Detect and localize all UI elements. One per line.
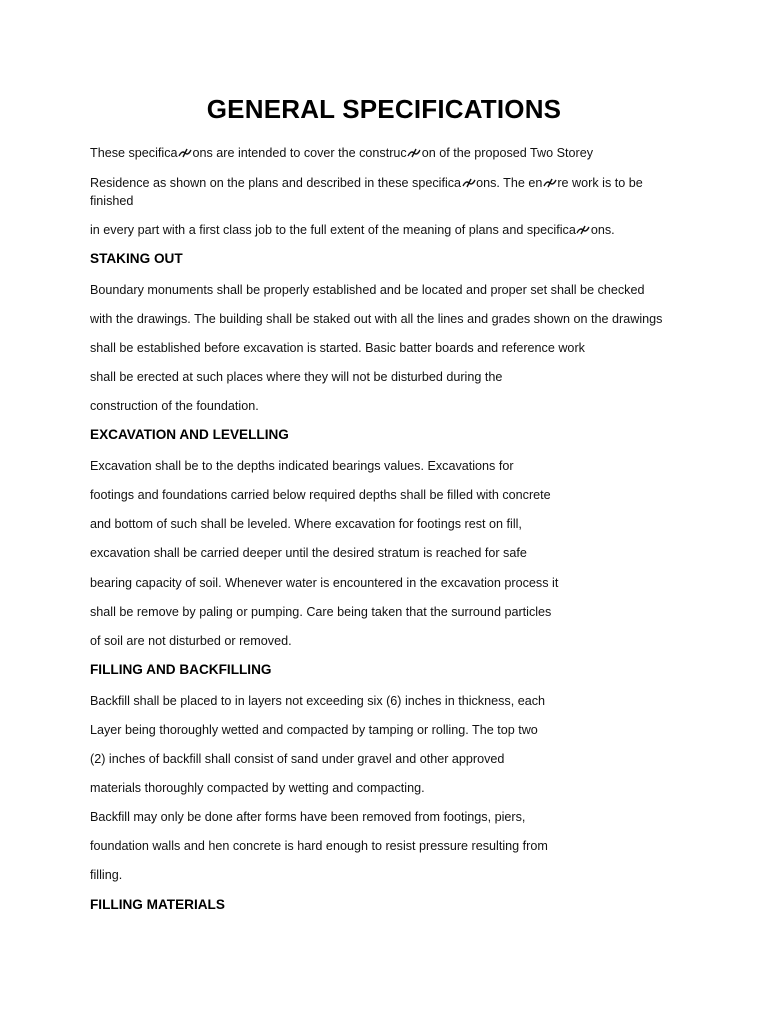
section-heading-staking-out: STAKING OUT [90,251,183,266]
paragraph-line: Boundary monuments shall be properly established and be located and proper set shall be checked [90,283,645,297]
section-heading-filling-backfilling: FILLING AND BACKFILLING [90,662,272,677]
paragraph-line: foundation walls and hen concrete is hard enough to resist pressure resulting from [90,839,548,853]
intro-line-2 [90,175,643,191]
intro-text: Residence as shown on the plans and described in these specifica [90,176,462,190]
paragraph-line: filling. [90,868,123,882]
broken-ti-ligature-icon [543,178,557,188]
paragraph-line: Backfill shall be placed to in layers not exceeding six (6) inches in thickness, each [90,694,546,708]
section-heading-excavation: EXCAVATION AND LEVELLING [90,427,289,442]
section-heading-filling-materials: FILLING MATERIALS [90,897,225,912]
intro-line-3 [90,222,615,238]
paragraph-line: footings and foundations carried below required depths shall be filled with concrete [90,488,551,502]
intro-line-2b: finished [90,194,134,208]
intro-text: ons are intended to cover the construc [192,146,407,160]
broken-ti-ligature-icon [178,148,192,158]
broken-ti-ligature-icon [576,225,590,235]
paragraph-line: (2) inches of backfill shall consist of sand under gravel and other approved [90,752,505,766]
paragraph-line: shall be erected at such places where they will not be disturbed during the [90,370,503,384]
paragraph-line: bearing capacity of soil. Whenever water is encountered in the excavation process it [90,576,559,590]
document-title: GENERAL SPECIFICATIONS [206,94,562,124]
paragraph-line: with the drawings. The building shall be staked out with all the lines and grades shown on the drawings [90,312,663,326]
intro-text: in every part with a first class job to the full extent of the meaning of plans and specifica [90,223,576,237]
paragraph-line: shall be remove by paling or pumping. Care being taken that the surround particles [90,605,552,619]
paragraph-line: Excavation shall be to the depths indicated bearings values. Excavations for [90,459,514,473]
intro-text: ons. The en [476,176,543,190]
intro-text: These specifica [90,146,178,160]
intro-text: ons. [590,223,615,237]
paragraph-line: and bottom of such shall be leveled. Where excavation for footings rest on fill, [90,517,522,531]
intro-line-1 [90,145,593,161]
intro-text: re work is to be [557,176,643,190]
broken-ti-ligature-icon [407,148,421,158]
paragraph-line: shall be established before excavation is started. Basic batter boards and reference work [90,341,585,355]
paragraph-line: Backfill may only be done after forms have been removed from footings, piers, [90,810,526,824]
paragraph-line: of soil are not disturbed or removed. [90,634,292,648]
broken-ti-ligature-icon [462,178,476,188]
intro-text: on of the proposed Two Storey [421,146,594,160]
paragraph-line: Layer being thoroughly wetted and compacted by tamping or rolling. The top two [90,723,538,737]
paragraph-line: construction of the foundation. [90,399,259,413]
paragraph-line: excavation shall be carried deeper until the desired stratum is reached for safe [90,546,527,560]
paragraph-line: materials thoroughly compacted by wetting and compacting. [90,781,425,795]
